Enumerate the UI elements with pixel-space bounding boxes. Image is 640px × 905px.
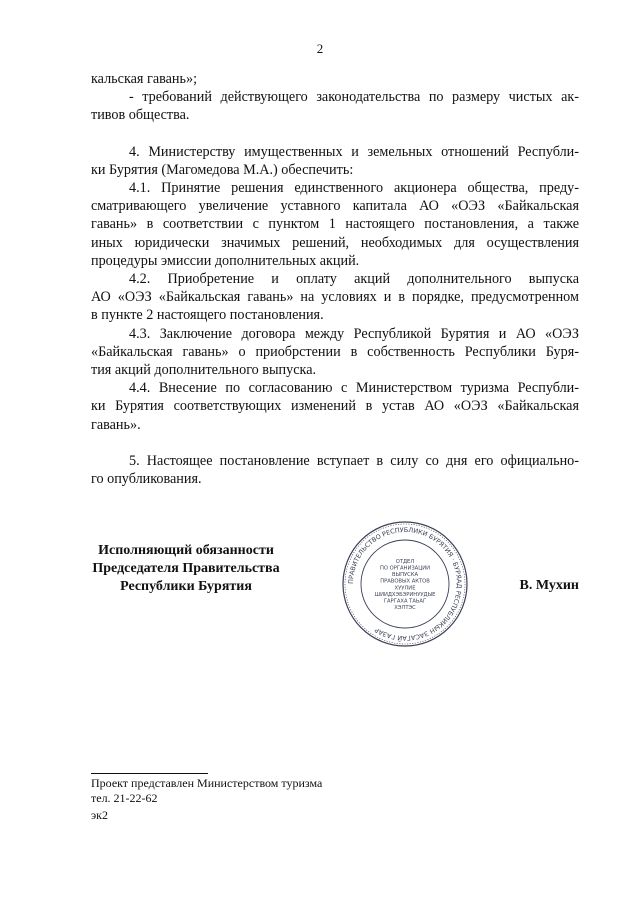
- footer-phone: тел. 21-22-62: [91, 791, 158, 805]
- paragraph-gap: [91, 125, 579, 143]
- body-text-line: тия акций дополнительного выпуска.: [91, 362, 317, 379]
- body-text-line: 4. Министерству имущественных и земельных отношений Республи-: [129, 143, 579, 160]
- body-text-line: гавань».: [91, 416, 141, 433]
- stamp-inner-line: ГАРГАХА ТАЬАГ: [383, 598, 427, 605]
- signatory-title-line: Исполняющий обязанности: [98, 543, 274, 558]
- document-body: [91, 70, 579, 488]
- stamp-inner-line: ОТДЕЛ: [395, 558, 415, 565]
- footer-code: эк2: [91, 808, 108, 822]
- official-stamp: [341, 520, 469, 648]
- stamp-inner-line: ХУУЛИЕ: [394, 585, 416, 592]
- signatory-title: [91, 542, 281, 596]
- stamp-inner-line: ВЫПУСКА: [391, 572, 419, 579]
- body-text-line: в пункте 2 настоящего постановления.: [91, 307, 324, 324]
- signature-block: [91, 525, 579, 652]
- stamp-inner-line: ПРАВОВЫХ АКТОВ: [380, 578, 430, 585]
- stamp-inner-line: ШИИДХЭБЭРИНУУДЫЕ: [374, 591, 436, 598]
- footer-note: [91, 776, 322, 806]
- body-text-line: ки Бурятия (Магомедова М.А.) обеспечить:: [91, 161, 354, 178]
- page-number: 2: [316, 41, 324, 56]
- signatory-name: В. Мухин: [519, 578, 579, 593]
- body-text-line: кальская гавань»;: [91, 71, 198, 87]
- body-text-line: го опубликования.: [91, 471, 202, 488]
- stamp-outer-text: ПРАВИТЕЛЬСТВО РЕСПУБЛИКИ БУРЯТИЯ · БУРЯАД РЕСПУБЛИКЫН ЗАСАГАЙ ГАЗАР: [346, 525, 464, 643]
- body-text-line: ки Бурятия соответствующих изменений в устав АО «ОЭЗ «Байкальская: [91, 398, 579, 415]
- body-text-line: гавань» в соответствии с пунктом 1 настоящего постановления, а также: [91, 216, 579, 233]
- body-text-line: процедуры эмиссии дополнительных акций.: [91, 252, 360, 269]
- signatory-title-line: Республики Бурятия: [120, 579, 252, 594]
- footer-prepared-by: Проект представлен Министерством туризма: [91, 776, 323, 790]
- paragraph-gap: [91, 434, 579, 452]
- body-text-line: 4.1. Принятие решения единственного акционера общества, преду-: [129, 180, 579, 197]
- body-text-line: АО «ОЭЗ «Байкальская гавань» на условиях и в порядке, предусмотренном: [91, 289, 579, 306]
- body-text-line: иных юридически значимых решений, необходимых для осуществления: [91, 234, 579, 251]
- signatory-title-line: Председателя Правительства: [92, 561, 280, 576]
- stamp-inner-line: ХЭЛТЭС: [394, 605, 416, 612]
- body-text-line: тивов общества.: [91, 107, 190, 124]
- body-text-line: 4.2. Приобретение и оплату акций дополнительного выпуска: [129, 271, 579, 288]
- body-text-line: - требований действующего законодательства по размеру чистых ак-: [129, 89, 579, 106]
- body-text-line: 4.4. Внесение по согласованию с Министерством туризма Республи-: [129, 380, 579, 397]
- body-text-line: сматривающего увеличение уставного капитала АО «ОЭЗ «Байкальская: [91, 198, 579, 215]
- stamp-inner-text: [375, 559, 436, 611]
- body-text-line: 5. Настоящее постановление вступает в силу со дня его официально-: [129, 452, 579, 469]
- body-text-line: «Байкальская гавань» о приобрстении в собственность Республики Буря-: [91, 343, 579, 360]
- body-text-line: 4.3. Заключение договора между Республикой Бурятия и АО «ОЭЗ: [129, 325, 579, 342]
- stamp-inner-line: ПО ОРГАНИЗАЦИИ: [379, 565, 431, 572]
- footer-divider: [91, 773, 208, 774]
